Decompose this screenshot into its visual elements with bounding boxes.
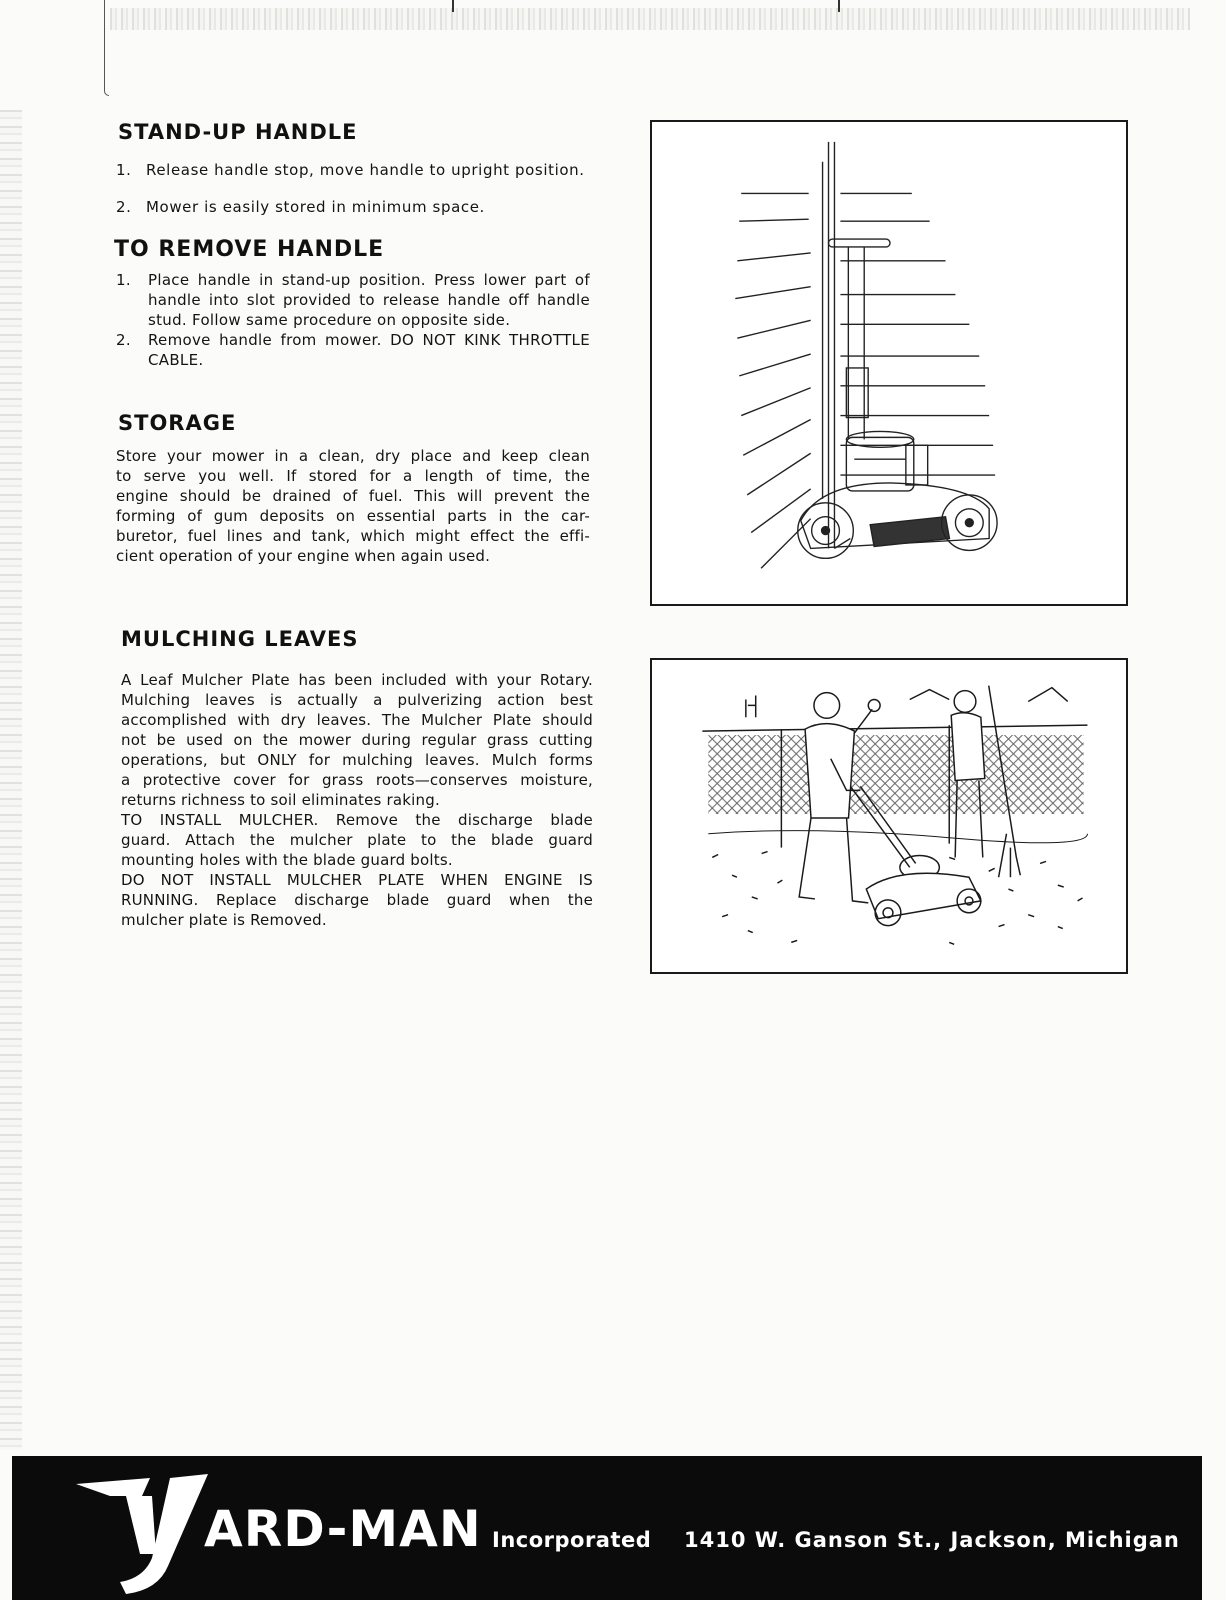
paragraph-line: not be used on the mower during regular grass cutting — [121, 731, 593, 749]
paragraph-line: a protective cover for grass roots—conserves moisture, — [121, 771, 593, 789]
standup-item-2 — [116, 197, 485, 217]
storage-paragraph — [116, 446, 590, 566]
paragraph-line: guard. Attach the mulcher plate to the blade guard — [121, 831, 593, 849]
paragraph-line: forming of gum deposits on essential parts in the car- — [116, 507, 590, 525]
upright-mower-illustration-icon — [652, 122, 1126, 604]
paragraph-line: mulcher plate is Removed. — [121, 911, 327, 929]
item-number: 2. — [116, 198, 132, 216]
paragraph-line: accomplished with dry leaves. The Mulcher Plate should — [121, 711, 593, 729]
paragraph-line: buretor, fuel lines and tank, which might effect the effi- — [116, 527, 590, 545]
mulching-scene-figure — [650, 658, 1128, 974]
paragraph-line: returns richness to soil eliminates raking. — [121, 791, 440, 809]
item-number: 1. — [116, 161, 132, 179]
paragraph-line: engine should be drained of fuel. This will prevent the — [116, 487, 590, 505]
footer-banner — [12, 1456, 1202, 1600]
item-text: Mower is easily stored in minimum space. — [146, 198, 485, 216]
man-mowing-leaves-illustration-icon — [652, 660, 1126, 972]
scan-edge-top — [110, 8, 1190, 30]
mulching-heading: MULCHING LEAVES — [121, 627, 359, 651]
scan-edge-left — [0, 110, 22, 1450]
remove-item-2 — [116, 330, 590, 370]
brand-name: ARD-MAN — [204, 1500, 482, 1558]
item-text: Place handle in stand-up position. Press lower part of handle into slot provided to release handle off handle stud. Follow same procedure on opposite side. — [148, 271, 590, 329]
paragraph-line: Mulching leaves is actually a pulverizing action best — [121, 691, 593, 709]
company-address: 1410 W. Ganson St., Jackson, Michigan — [684, 1528, 1180, 1552]
paragraph-line: to serve you well. If stored for a length of time, the — [116, 467, 590, 485]
paragraph-line: operations, but ONLY for mulching leaves. Mulch forms — [121, 751, 593, 769]
brand-incorporated: Incorporated — [492, 1528, 652, 1552]
registration-tick — [452, 0, 454, 12]
standup-heading: STAND-UP HANDLE — [118, 120, 358, 144]
item-number: 1. — [116, 271, 131, 289]
remove-list — [116, 270, 590, 370]
paragraph-line: A Leaf Mulcher Plate has been included with your Rotary. — [121, 671, 593, 689]
item-text: Remove handle from mower. DO NOT KINK THROTTLE CABLE. — [148, 331, 590, 369]
paragraph-line: Store your mower in a clean, dry place and keep clean — [116, 447, 590, 465]
standup-item-1 — [116, 160, 585, 180]
mulching-paragraph — [121, 670, 593, 930]
item-number: 2. — [116, 331, 131, 349]
storage-heading: STORAGE — [118, 411, 237, 435]
remove-heading: TO REMOVE HANDLE — [114, 237, 385, 262]
paragraph-line: mounting holes with the blade guard bolts. — [121, 851, 453, 869]
remove-item-1 — [116, 270, 590, 330]
paragraph-line: TO INSTALL MULCHER. Remove the discharge blade — [121, 811, 593, 829]
paragraph-line: cient operation of your engine when again used. — [116, 547, 491, 565]
paragraph-line: RUNNING. Replace discharge blade guard when the — [121, 891, 593, 909]
paragraph-line: DO NOT INSTALL MULCHER PLATE WHEN ENGINE IS — [121, 871, 593, 889]
item-text: Release handle stop, move handle to upright position. — [146, 161, 585, 179]
page-fold-mark — [104, 0, 109, 96]
stored-mower-figure — [650, 120, 1128, 606]
registration-tick — [838, 0, 840, 12]
